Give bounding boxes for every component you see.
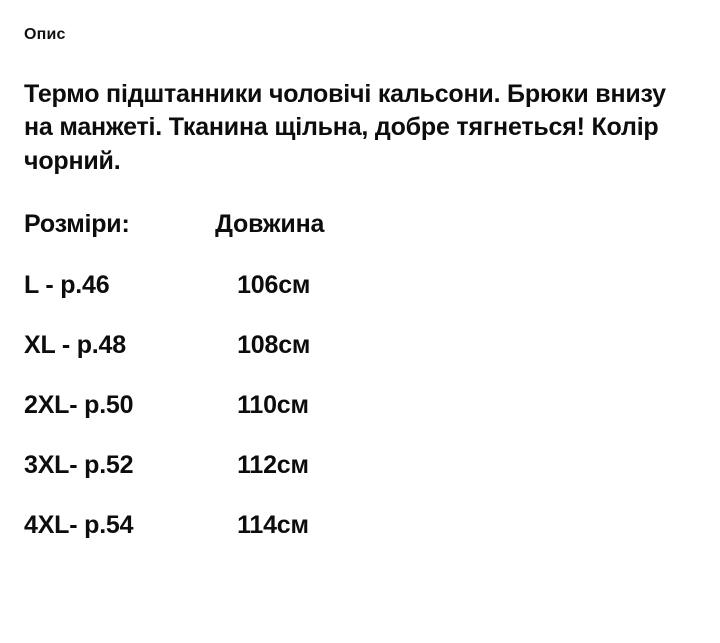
table-row bbox=[24, 331, 444, 391]
size-chart-table bbox=[24, 210, 444, 571]
cell-size: XL - р.48 bbox=[24, 330, 126, 359]
cell-size: L - р.46 bbox=[24, 270, 110, 299]
table-row bbox=[24, 391, 444, 451]
cell-size: 4XL- р.54 bbox=[24, 510, 134, 539]
cell-size: 3XL- р.52 bbox=[24, 450, 134, 479]
cell-length: 108см bbox=[237, 330, 311, 359]
column-header-length: Довжина bbox=[215, 209, 325, 238]
table-row bbox=[24, 511, 444, 571]
cell-size: 2XL- р.50 bbox=[24, 390, 134, 419]
table-row bbox=[24, 451, 444, 511]
cell-length: 106см bbox=[237, 270, 311, 299]
table-row bbox=[24, 271, 444, 331]
column-header-size: Розміри: bbox=[24, 209, 130, 238]
product-description-text: Термо підштанники чоловічі кальсони. Брюки внизу на манжеті. Тканина щільна, добре тягнеться! Колір чорний. bbox=[24, 80, 666, 175]
table-header-row bbox=[24, 210, 444, 271]
cell-length: 110см bbox=[237, 390, 309, 419]
cell-length: 114см bbox=[237, 510, 309, 539]
section-title: Опис bbox=[24, 26, 66, 43]
cell-length: 112см bbox=[237, 450, 309, 479]
